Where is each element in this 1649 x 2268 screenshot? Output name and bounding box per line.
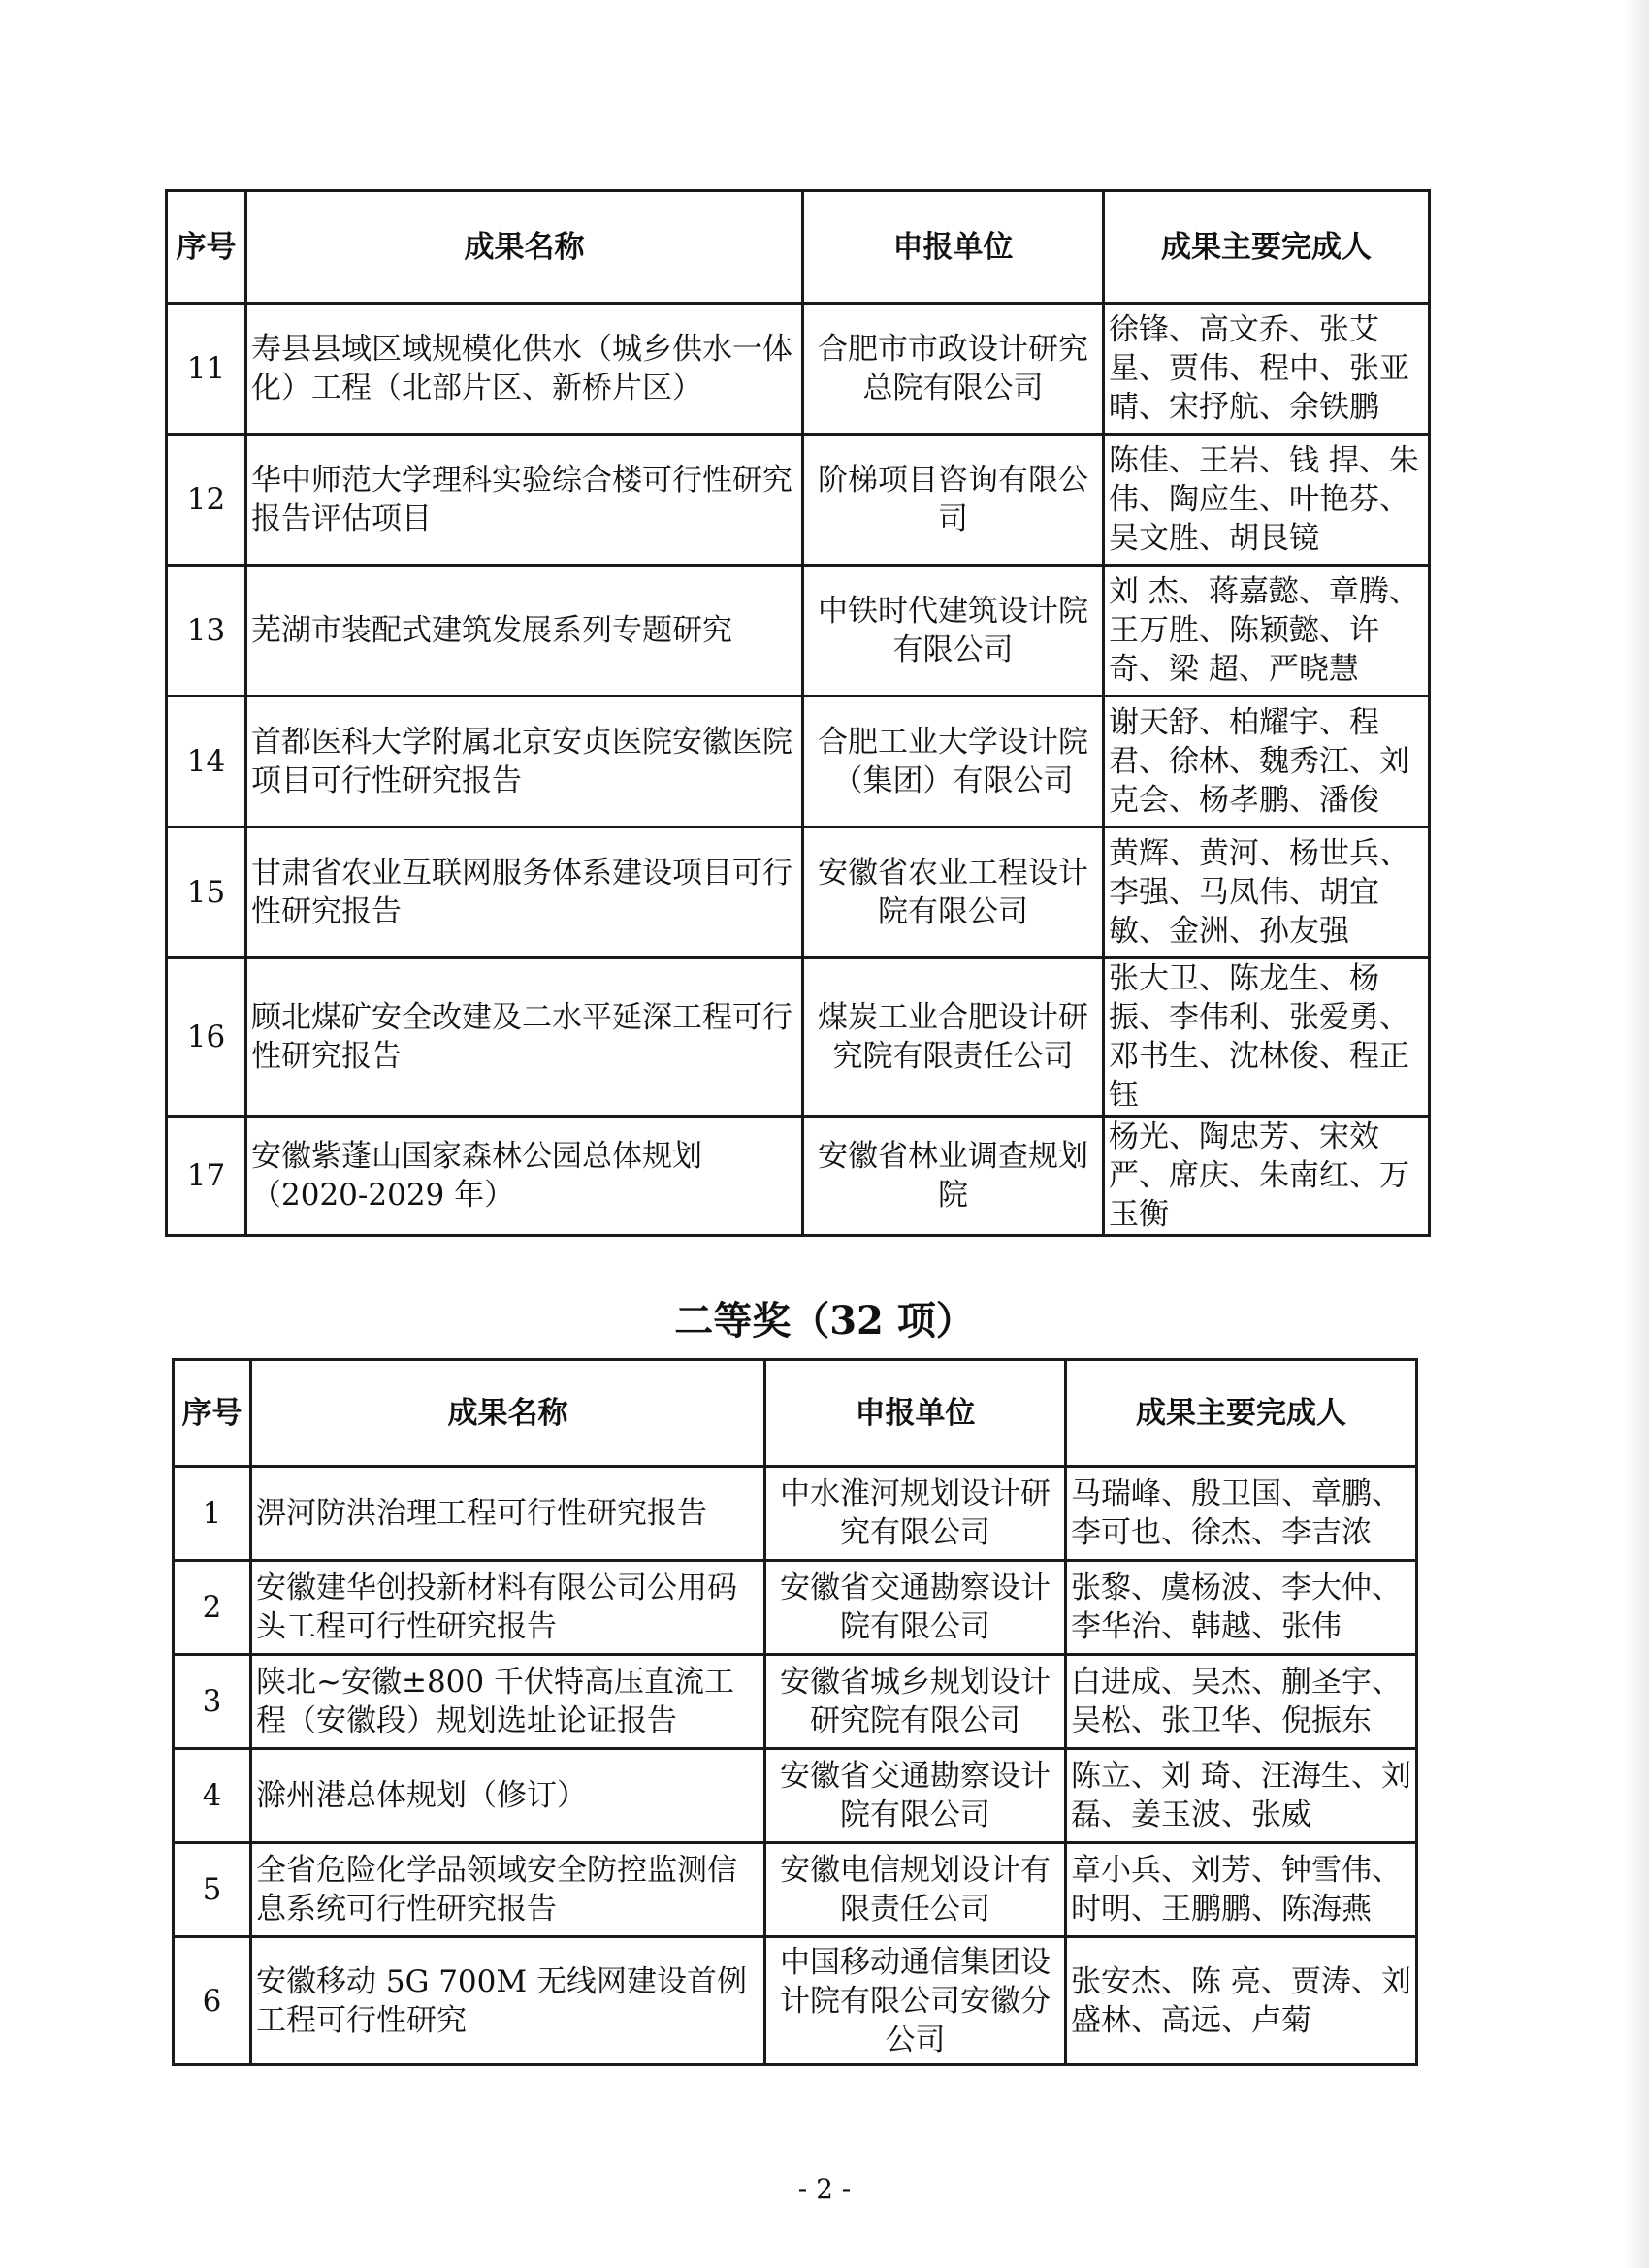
row-name: 滁州港总体规划（修订） xyxy=(251,1749,765,1843)
table-row xyxy=(167,958,1430,1117)
table-row xyxy=(167,566,1430,697)
row-name: 安徽移动 5G 700M 无线网建设首例工程可行性研究 xyxy=(251,1937,765,2065)
row-num: 6 xyxy=(174,1937,251,2065)
scan-shadow-edge xyxy=(1622,0,1649,2268)
row-people: 张黎、虞杨波、李大仲、李华治、韩越、张伟 xyxy=(1066,1561,1417,1655)
row-people: 张安杰、陈 亮、贾涛、刘盛林、高远、卢菊 xyxy=(1066,1937,1417,2065)
row-name: 首都医科大学附属北京安贞医院安徽医院项目可行性研究报告 xyxy=(246,697,803,827)
row-name: 甘肃省农业互联网服务体系建设项目可行性研究报告 xyxy=(246,827,803,958)
table-row xyxy=(174,1937,1417,2065)
row-unit: 中水淮河规划设计研究有限公司 xyxy=(765,1467,1066,1561)
row-people: 马瑞峰、殷卫国、章鹏、李可也、徐杰、李吉浓 xyxy=(1066,1467,1417,1561)
row-unit: 安徽电信规划设计有限责任公司 xyxy=(765,1843,1066,1937)
row-unit: 中铁时代建筑设计院有限公司 xyxy=(803,566,1104,697)
table-row xyxy=(174,1561,1417,1655)
row-name: 顾北煤矿安全改建及二水平延深工程可行性研究报告 xyxy=(246,958,803,1117)
row-unit: 安徽省交通勘察设计院有限公司 xyxy=(765,1561,1066,1655)
row-name: 华中师范大学理科实验综合楼可行性研究报告评估项目 xyxy=(246,435,803,566)
header-num: 序号 xyxy=(167,191,246,304)
header-unit: 申报单位 xyxy=(765,1360,1066,1467)
row-unit: 合肥工业大学设计院（集团）有限公司 xyxy=(803,697,1104,827)
row-unit: 安徽省交通勘察设计院有限公司 xyxy=(765,1749,1066,1843)
row-people: 黄辉、黄河、杨世兵、李强、马凤伟、胡宜敏、金洲、孙友强 xyxy=(1104,827,1430,958)
header-unit: 申报单位 xyxy=(803,191,1104,304)
table-row xyxy=(167,697,1430,827)
table-row xyxy=(174,1655,1417,1749)
row-people: 杨光、陶忠芳、宋效严、席庆、朱南红、万玉衡 xyxy=(1104,1117,1430,1236)
row-num: 5 xyxy=(174,1843,251,1937)
row-name: 芜湖市装配式建筑发展系列专题研究 xyxy=(246,566,803,697)
row-name: 全省危险化学品领域安全防控监测信息系统可行性研究报告 xyxy=(251,1843,765,1937)
header-num: 序号 xyxy=(174,1360,251,1467)
row-num: 17 xyxy=(167,1117,246,1236)
row-people: 陈立、刘 琦、汪海生、刘磊、姜玉波、张威 xyxy=(1066,1749,1417,1843)
table-row xyxy=(167,827,1430,958)
row-num: 14 xyxy=(167,697,246,827)
header-people: 成果主要完成人 xyxy=(1066,1360,1417,1467)
row-unit: 阶梯项目咨询有限公司 xyxy=(803,435,1104,566)
row-people: 章小兵、刘芳、钟雪伟、时明、王鹏鹏、陈海燕 xyxy=(1066,1843,1417,1937)
table-header-row xyxy=(167,191,1430,304)
table-row xyxy=(174,1843,1417,1937)
row-num: 3 xyxy=(174,1655,251,1749)
row-name: 安徽紫蓬山国家森林公园总体规划（2020-2029 年） xyxy=(246,1117,803,1236)
row-name: 安徽建华创投新材料有限公司公用码头工程可行性研究报告 xyxy=(251,1561,765,1655)
row-num: 15 xyxy=(167,827,246,958)
row-unit: 合肥市市政设计研究总院有限公司 xyxy=(803,304,1104,435)
table-row xyxy=(174,1467,1417,1561)
header-name: 成果名称 xyxy=(251,1360,765,1467)
awards-table-second-prize xyxy=(172,1358,1418,2066)
awards-table-first-prize xyxy=(165,189,1431,1237)
row-num: 11 xyxy=(167,304,246,435)
row-unit: 煤炭工业合肥设计研究院有限责任公司 xyxy=(803,958,1104,1117)
header-name: 成果名称 xyxy=(246,191,803,304)
row-people: 刘 杰、蒋嘉懿、章腾、王万胜、陈颖懿、许奇、梁 超、严晓慧 xyxy=(1104,566,1430,697)
row-people: 白进成、吴杰、蒯圣宇、吴松、张卫华、倪振东 xyxy=(1066,1655,1417,1749)
table-row xyxy=(167,1117,1430,1236)
table-row xyxy=(174,1749,1417,1843)
row-name: 淠河防洪治理工程可行性研究报告 xyxy=(251,1467,765,1561)
row-unit: 中国移动通信集团设计院有限公司安徽分公司 xyxy=(765,1937,1066,2065)
table-row xyxy=(167,304,1430,435)
row-people: 谢天舒、柏耀宇、程君、徐林、魏秀江、刘克会、杨孝鹏、潘俊 xyxy=(1104,697,1430,827)
header-people: 成果主要完成人 xyxy=(1104,191,1430,304)
table-header-row xyxy=(174,1360,1417,1467)
row-num: 1 xyxy=(174,1467,251,1561)
page-number: - 2 - xyxy=(797,2173,852,2205)
row-people: 陈佳、王岩、钱 捍、朱伟、陶应生、叶艳芬、吴文胜、胡艮镜 xyxy=(1104,435,1430,566)
row-num: 4 xyxy=(174,1749,251,1843)
row-people: 张大卫、陈龙生、杨振、李伟利、张爱勇、邓书生、沈林俊、程正钰 xyxy=(1104,958,1430,1117)
row-num: 12 xyxy=(167,435,246,566)
row-unit: 安徽省城乡规划设计研究院有限公司 xyxy=(765,1655,1066,1749)
row-num: 13 xyxy=(167,566,246,697)
row-num: 2 xyxy=(174,1561,251,1655)
row-unit: 安徽省农业工程设计院有限公司 xyxy=(803,827,1104,958)
table-row xyxy=(167,435,1430,566)
row-people: 徐锋、高文乔、张艾星、贾伟、程中、张亚晴、宋抒航、余铁鹏 xyxy=(1104,304,1430,435)
row-unit: 安徽省林业调查规划院 xyxy=(803,1117,1104,1236)
row-num: 16 xyxy=(167,958,246,1117)
row-name: 寿县县域区域规模化供水（城乡供水一体化）工程（北部片区、新桥片区） xyxy=(246,304,803,435)
row-name: 陕北~安徽±800 千伏特高压直流工程（安徽段）规划选址论证报告 xyxy=(251,1655,765,1749)
section-title-second-prize: 二等奖（32 项） xyxy=(674,1298,975,1344)
